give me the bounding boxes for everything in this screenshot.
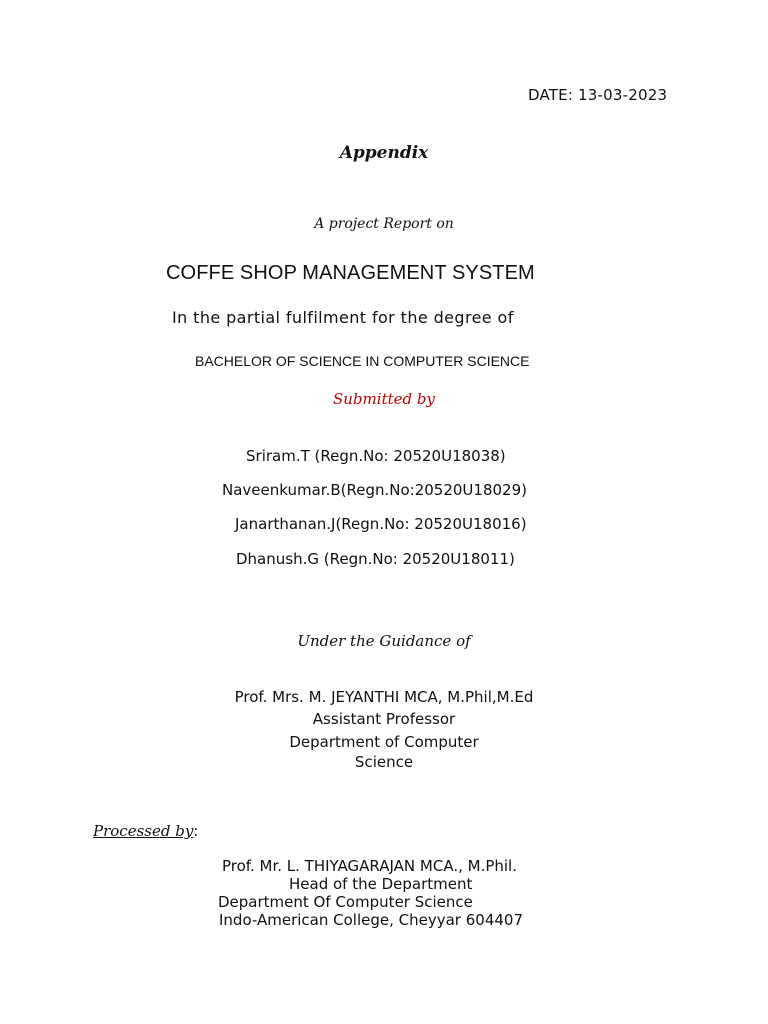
processed-by-label: Processed by (93, 822, 194, 840)
appendix-heading: Appendix (339, 143, 429, 163)
student-entry: Sriram.T (Regn.No: 20520U18038) (246, 447, 506, 465)
hod-department: Department Of Computer Science (218, 893, 473, 911)
submitted-by-heading: Submitted by (333, 390, 435, 408)
hod-name: Prof. Mr. L. THIYAGARAJAN MCA., M.Phil. (222, 857, 517, 875)
guide-department: Department of Computer (289, 733, 479, 751)
hod-role: Head of the Department (289, 875, 473, 893)
fulfilment-line: In the partial fulfilment for the degree of (172, 308, 514, 327)
processed-by-line (93, 824, 198, 839)
report-subtitle: A project Report on (314, 216, 454, 232)
date-line: DATE: 13-03-2023 (528, 86, 668, 104)
hod-college: Indo-American College, Cheyyar 604407 (219, 911, 523, 929)
student-entry: Janarthanan.J(Regn.No: 20520U18016) (235, 515, 527, 533)
guide-department-continued: Science (354, 753, 414, 771)
project-title: COFFE SHOP MANAGEMENT SYSTEM (166, 262, 535, 284)
student-entry: Naveenkumar.B(Regn.No:20520U18029) (222, 481, 527, 499)
student-entry: Dhanush.G (Regn.No: 20520U18011) (236, 550, 515, 568)
degree-line: BACHELOR OF SCIENCE IN COMPUTER SCIENCE (195, 353, 530, 369)
guidance-heading: Under the Guidance of (297, 632, 471, 650)
guide-name: Prof. Mrs. M. JEYANTHI MCA, M.Phil,M.Ed (234, 688, 534, 706)
guide-role: Assistant Professor (312, 710, 456, 728)
processed-by-colon: : (193, 822, 199, 840)
